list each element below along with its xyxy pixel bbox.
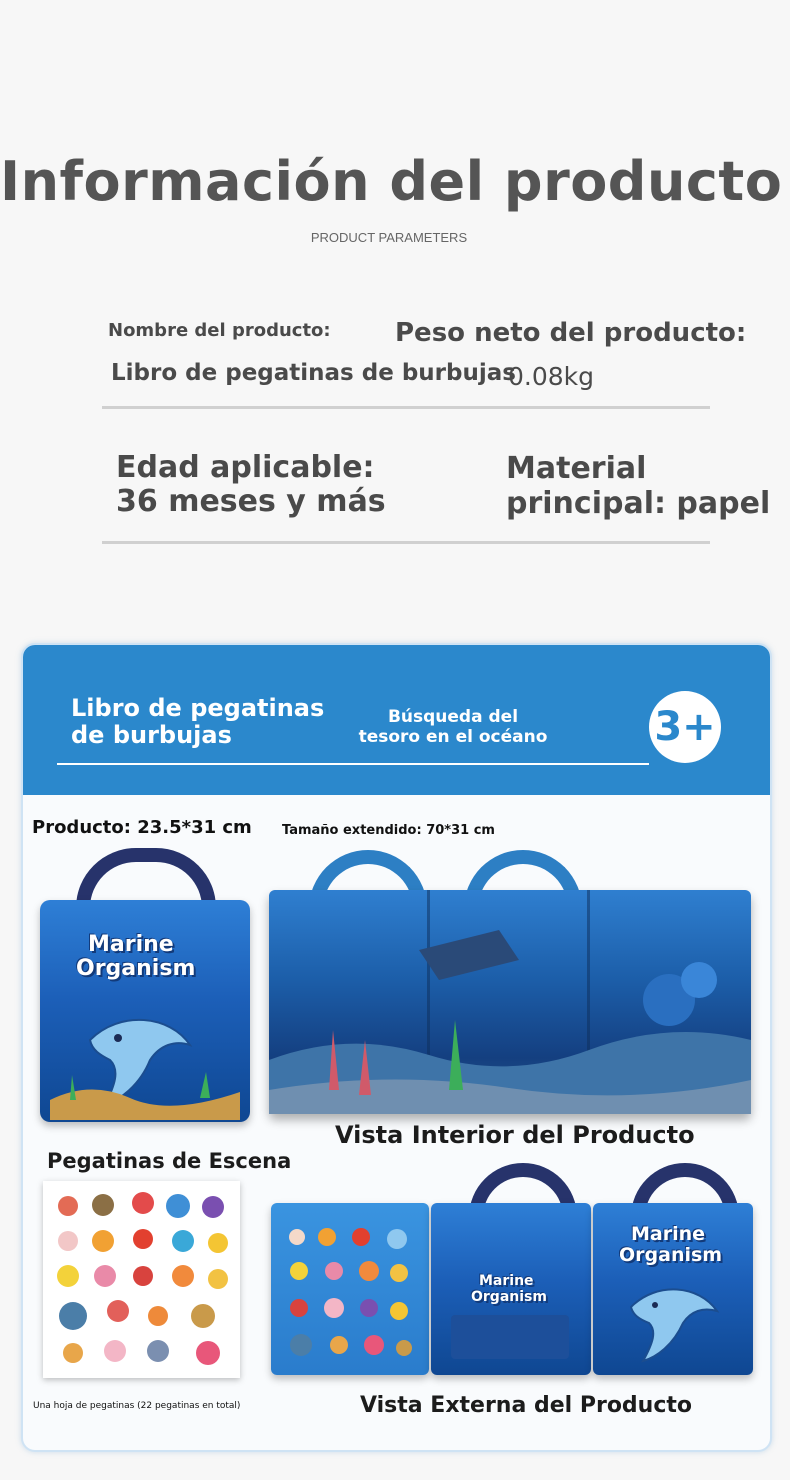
weight-value: 0.08kg: [508, 362, 595, 391]
banner-subtitle-line: tesoro en el océano: [358, 727, 548, 747]
card-banner: [23, 645, 770, 795]
front-title-line: Organism: [619, 1244, 723, 1266]
age-value: 36 meses y más: [116, 484, 386, 519]
banner-subtitle: [353, 707, 553, 747]
cover-board: [40, 900, 250, 1122]
sticker-sheet-image: [43, 1181, 240, 1378]
cover-title-line: Marine: [88, 932, 174, 957]
material-label: Material: [506, 451, 647, 486]
age-label: Edad aplicable:: [116, 450, 375, 485]
interior-caption: Vista Interior del Producto: [335, 1121, 695, 1149]
sea-stickers-icon: [43, 1181, 240, 1378]
banner-divider: [57, 763, 649, 765]
back-title-line: Organism: [471, 1289, 547, 1305]
back-cover: [431, 1203, 591, 1375]
scene-stickers-caption: Pegatinas de Escena: [47, 1149, 292, 1173]
cover-title-line: Organism: [76, 956, 196, 981]
divider: [102, 541, 710, 544]
exterior-caption: Vista Externa del Producto: [360, 1393, 693, 1418]
product-cover-image: [40, 848, 252, 1123]
banner-title-line: de burbujas: [71, 721, 232, 749]
front-cover: [593, 1203, 753, 1375]
product-size-label: Producto: 23.5*31 cm: [32, 817, 252, 838]
sticker-count-note: Una hoja de pegatinas (22 pegatinas en total): [33, 1401, 241, 1411]
page-stickers-icon: [279, 1223, 421, 1369]
dolphin-icon: [623, 1273, 723, 1363]
banner-title-line: Libro de pegatinas: [71, 694, 325, 722]
page-title: Información del producto: [0, 150, 783, 213]
banner-title: [71, 695, 324, 749]
product-card: [21, 643, 772, 1452]
product-name-value: Libro de pegatinas de burbujas: [111, 360, 516, 386]
extended-size-label: Tamaño extendido: 70*31 cm: [282, 823, 495, 838]
age-badge: 3+: [649, 691, 721, 763]
product-name-label: Nombre del producto:: [108, 320, 331, 341]
material-value: principal: papel: [506, 486, 771, 521]
sticker-page: [271, 1203, 429, 1375]
weight-label: Peso neto del producto:: [395, 318, 747, 348]
banner-subtitle-line: Búsqueda del: [387, 707, 519, 727]
front-title-line: Marine: [631, 1223, 706, 1245]
divider: [102, 406, 710, 409]
window-panel: [451, 1315, 569, 1359]
back-title-line: Marine: [479, 1273, 534, 1289]
seabed-icon: [50, 1070, 240, 1120]
ocean-scene-icon: [269, 890, 751, 1114]
page-subtitle: PRODUCT PARAMETERS: [310, 230, 468, 245]
interior-view-image: [269, 850, 754, 1115]
interior-spread: [269, 890, 751, 1114]
exterior-view-image: [271, 1163, 755, 1378]
